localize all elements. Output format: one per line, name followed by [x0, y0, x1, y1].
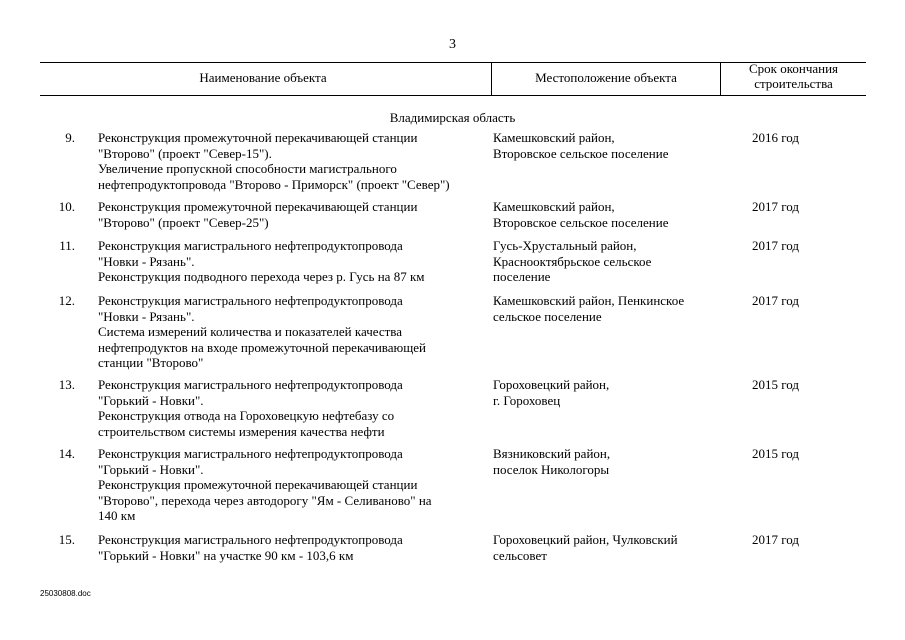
- row-number: 13.: [58, 377, 75, 392]
- object-location-line: Камешковский район,: [493, 199, 615, 214]
- object-location-line: сельсовет: [493, 547, 547, 563]
- row-number: 9.: [65, 130, 75, 145]
- object-name: [98, 199, 483, 230]
- completion-term: 2015 год: [752, 446, 799, 461]
- header-term-line: Срок окончания: [748, 61, 839, 76]
- header-object-location: Местоположение объекта: [535, 70, 677, 85]
- object-name-line: Реконструкция магистрального нефтепродуктопровода: [98, 377, 403, 392]
- row-number: 10.: [58, 199, 75, 214]
- object-location: [493, 199, 721, 230]
- completion-term: 2016 год: [752, 130, 799, 145]
- object-name: [98, 377, 483, 439]
- object-location-line: Гусь-Хрустальный район,: [493, 238, 637, 253]
- object-name-line: Реконструкция магистрального нефтепродуктопровода: [98, 293, 403, 308]
- object-name-line: Реконструкция магистрального нефтепродуктопровода: [98, 446, 403, 461]
- object-location-line: г. Гороховец: [493, 392, 561, 408]
- object-name: [98, 130, 483, 192]
- object-name-line: "Второво" (проект "Север-25"): [98, 214, 269, 230]
- object-location: [493, 293, 721, 324]
- row-number: 12.: [58, 293, 75, 308]
- completion-term: 2017 год: [752, 199, 799, 214]
- object-name-line: Система измерений количества и показателей качества: [98, 324, 403, 340]
- object-name-line: "Горький - Новки" на участке 90 км - 103,6 км: [98, 547, 354, 563]
- completion-term: 2017 год: [752, 293, 799, 308]
- page-number: 3: [449, 37, 456, 52]
- object-location-line: Вязниковский район,: [493, 446, 611, 461]
- object-location: [493, 446, 721, 477]
- object-name: [98, 293, 483, 371]
- object-name-line: "Второво", перехода через автодорогу "Ям - Селиваново" на: [98, 492, 432, 508]
- completion-term: 2017 год: [752, 532, 799, 547]
- object-location: [493, 377, 721, 408]
- completion-term: 2015 год: [752, 377, 799, 392]
- object-name-line: "Горький - Новки".: [98, 392, 204, 408]
- object-name-line: "Второво" (проект "Север-15").: [98, 145, 272, 161]
- header-completion-term: [721, 61, 866, 91]
- object-location: [493, 532, 721, 563]
- object-location-line: Камешковский район,: [493, 130, 615, 145]
- object-location-line: поселок Никологоры: [493, 461, 610, 477]
- object-name-line: Реконструкция подводного перехода через р. Гусь на 87 км: [98, 269, 425, 285]
- object-name-line: строительством системы измерения качества нефти: [98, 423, 385, 439]
- object-location: [493, 238, 721, 285]
- object-name-line: нефтепродуктопровода "Второво - Приморск" (проект "Север"): [98, 176, 450, 192]
- object-name-line: Реконструкция отвода на Гороховецкую нефтебазу со: [98, 408, 395, 424]
- object-location-line: сельское поселение: [493, 308, 602, 324]
- object-name-line: нефтепродуктов на входе промежуточной перекачивающей: [98, 339, 426, 355]
- region-heading: Владимирская область: [389, 110, 516, 125]
- row-number: 15.: [58, 532, 75, 547]
- object-name-line: Реконструкция магистрального нефтепродуктопровода: [98, 532, 403, 547]
- object-location-line: Второвское сельское поселение: [493, 145, 669, 161]
- object-location-line: поселение: [493, 269, 551, 285]
- object-name-line: Реконструкция промежуточной перекачивающей станции: [98, 130, 418, 145]
- object-name-line: Увеличение пропускной способности магистрального: [98, 161, 397, 177]
- completion-term: 2017 год: [752, 238, 799, 253]
- object-name: [98, 446, 483, 524]
- object-name-line: "Новки - Рязань".: [98, 253, 195, 269]
- row-number: 11.: [59, 238, 75, 253]
- object-location-line: Гороховецкий район,: [493, 377, 610, 392]
- object-name-line: "Новки - Рязань".: [98, 308, 195, 324]
- object-location-line: Второвское сельское поселение: [493, 214, 669, 230]
- object-name-line: "Горький - Новки".: [98, 461, 204, 477]
- object-name: [98, 238, 483, 285]
- footer-filename: 25030808.doc: [40, 589, 91, 598]
- object-location-line: Камешковский район, Пенкинское: [493, 293, 685, 308]
- object-location: [493, 130, 721, 161]
- object-name-line: Реконструкция промежуточной перекачивающей станции: [98, 477, 418, 493]
- object-name: [98, 532, 483, 563]
- object-name-line: Реконструкция магистрального нефтепродуктопровода: [98, 238, 403, 253]
- header-term-line: строительства: [754, 76, 833, 91]
- object-name-line: станции "Второво": [98, 355, 204, 371]
- object-name-line: 140 км: [98, 508, 136, 524]
- table-header-bottom-rule: [40, 95, 866, 96]
- object-name-line: Реконструкция промежуточной перекачивающей станции: [98, 199, 418, 214]
- header-object-name: Наименование объекта: [199, 70, 327, 85]
- object-location-line: Красноoктябрьское сельское: [493, 253, 652, 269]
- object-location-line: Гороховецкий район, Чулковский: [493, 532, 678, 547]
- row-number: 14.: [58, 446, 75, 461]
